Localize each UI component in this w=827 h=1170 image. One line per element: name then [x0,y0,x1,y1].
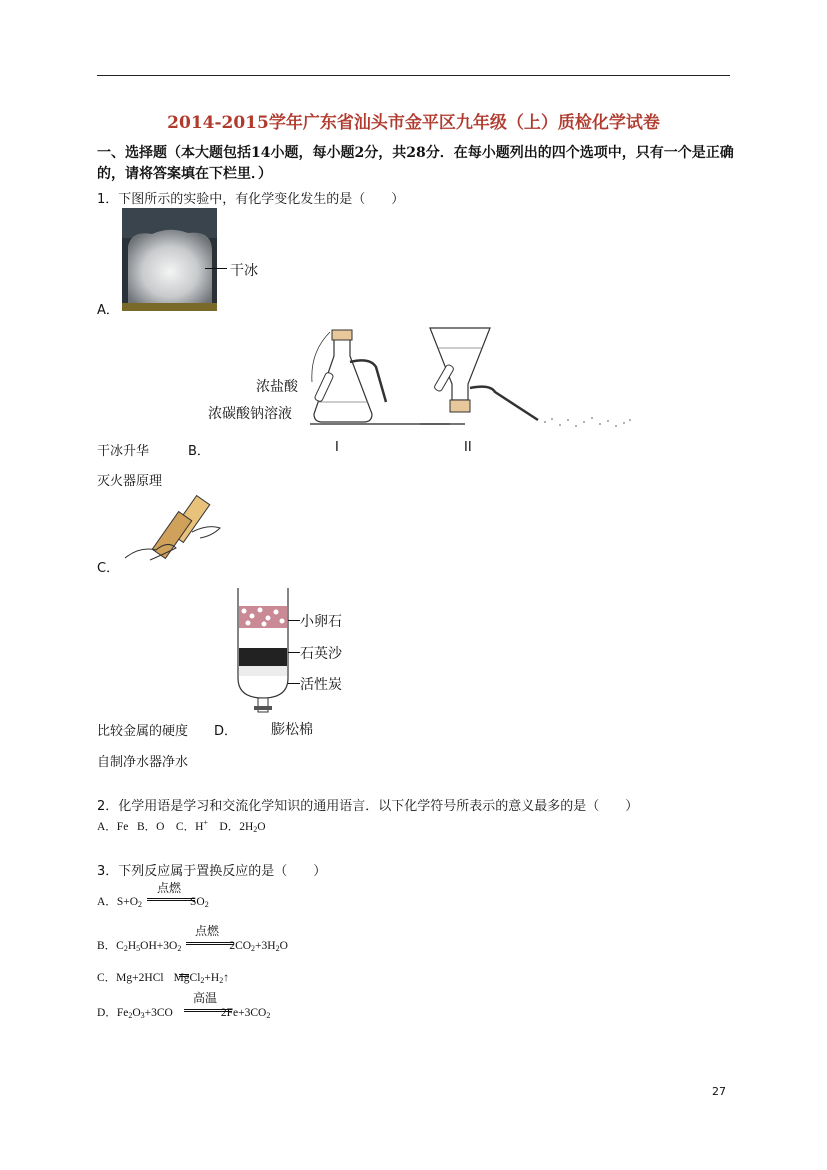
dry-ice-photo [122,208,217,311]
q3-d-sub1: 2 [128,1011,133,1020]
question-1-stem: 1．下图所示的实验中，有化学变化发生的是（ ） [97,192,405,207]
q2-option-a: A．Fe [97,821,129,833]
leader-line [288,620,300,621]
q3-d-sub2: 3 [140,1011,145,1020]
gas-arrow-icon: ↑ [223,972,229,984]
extinguisher-diagram [290,322,635,432]
q3-c-p2: +H [204,972,220,984]
sodium-carbonate-label: 浓碳酸钠溶液 [208,406,292,422]
metal-hardness-drawing [120,488,230,566]
cotton-label: 膨松棉 [271,722,313,738]
q3-option-c [97,969,229,985]
q3-option-d [97,1004,270,1020]
q3-b-sub2: 5 [136,944,141,953]
q3-c-reactants: Mg+2HCl [116,972,164,984]
leader-line [288,652,300,653]
q3-c-p1: MgCl [173,972,201,984]
q2-option-d-text: D．2H [219,821,254,833]
flask-i-label: I [335,440,339,455]
q3-b-psub1: 2 [251,944,256,953]
option-c-caption: 比较金属的硬度 [97,724,189,739]
q3-a-reactants: S+O [116,896,138,908]
page-number: 27 [712,1085,726,1098]
q3-option-b [97,937,288,953]
leader-line [288,683,300,684]
q3-b-p3: O [279,940,288,952]
page-title: 2014-2015学年广东省汕头市金平区九年级（上）质检化学试卷 [167,113,660,133]
question-2-stem: 2．化学用语是学习和交流化学知识的通用语言．以下化学符号所表示的意义最多的是（ ） [97,799,639,814]
question-2-options [97,818,266,834]
leader-line [205,268,227,269]
option-b-letter: B． [188,444,210,459]
q2-option-d-sub: 2 [253,825,258,834]
q3-a-equals-bar [147,898,195,901]
q3-b-sub3: 2 [177,944,182,953]
pebble-label: 小卵石 [300,614,342,630]
q3-a-products: SO [190,896,205,908]
flask-ii-label: II [464,440,472,455]
question-3-stem: 3．下列反应属于置换反应的是（ ） [97,864,327,879]
q3-b-r3: OH+3O [140,940,178,952]
q3-d-equals-bar [184,1009,232,1012]
q3-d-psub: 2 [266,1011,271,1020]
quartz-sand-label: 石英沙 [300,646,342,662]
q3-b-sub1: 2 [123,944,128,953]
activated-carbon-label: 活性炭 [300,677,342,693]
q3-d-r1: Fe [116,1007,129,1019]
q3-b-p1: 2CO [229,940,252,952]
q3-b-psub2: 2 [275,944,280,953]
q3-d-r3: +3CO [144,1007,173,1019]
q3-option-a [97,893,209,909]
q2-option-c [175,818,208,833]
option-a-letter: A． [97,303,119,318]
q2-option-d-suffix: O [257,821,266,833]
q3-b-equals-bar [186,942,234,945]
q3-a-letter: A． [97,896,117,908]
option-b-caption: 灭火器原理 [97,474,163,489]
option-d-caption: 自制净水器净水 [97,755,189,770]
q2-option-c-charge: + [203,818,208,827]
header-rule [97,75,730,76]
option-c-letter: C． [97,561,120,576]
q3-d-r2: O [132,1007,141,1019]
q3-c-psub2: 2 [219,976,224,985]
q3-d-letter: D． [97,1007,117,1019]
conc-hcl-label: 浓盐酸 [256,379,298,395]
q3-b-letter: B． [97,940,117,952]
q3-b-r1: C [116,940,124,952]
q3-b-r2: H [127,940,137,952]
q3-c-letter: C． [97,972,117,984]
q2-option-b: B．O [136,821,165,833]
q3-a-product-sub: 2 [204,900,209,909]
q3-c-equals-bar [179,974,189,977]
dry-ice-label: 干冰 [230,263,258,279]
q3-a-condition: 点燃 [157,881,182,895]
q3-d-condition: 高温 [193,991,218,1005]
option-a-caption: 干冰升华 [97,444,150,459]
q3-c-psub1: 2 [200,976,205,985]
q3-b-condition: 点燃 [195,924,220,938]
option-d-letter: D． [214,724,238,739]
q2-option-d [219,821,265,833]
section-heading: 一、选择题（本大题包括14小题，每小题2分，共28分．在每小题列出的四个选项中，只有一个是正确的，请将答案填在下栏里．） [97,145,734,182]
water-purifier-drawing [232,586,294,718]
q2-option-c-text: C．H [175,821,204,833]
q3-d-products: 2Fe+3CO [220,1007,267,1019]
q3-a-sub: 2 [138,900,142,909]
q3-b-p2: +3H [255,940,276,952]
